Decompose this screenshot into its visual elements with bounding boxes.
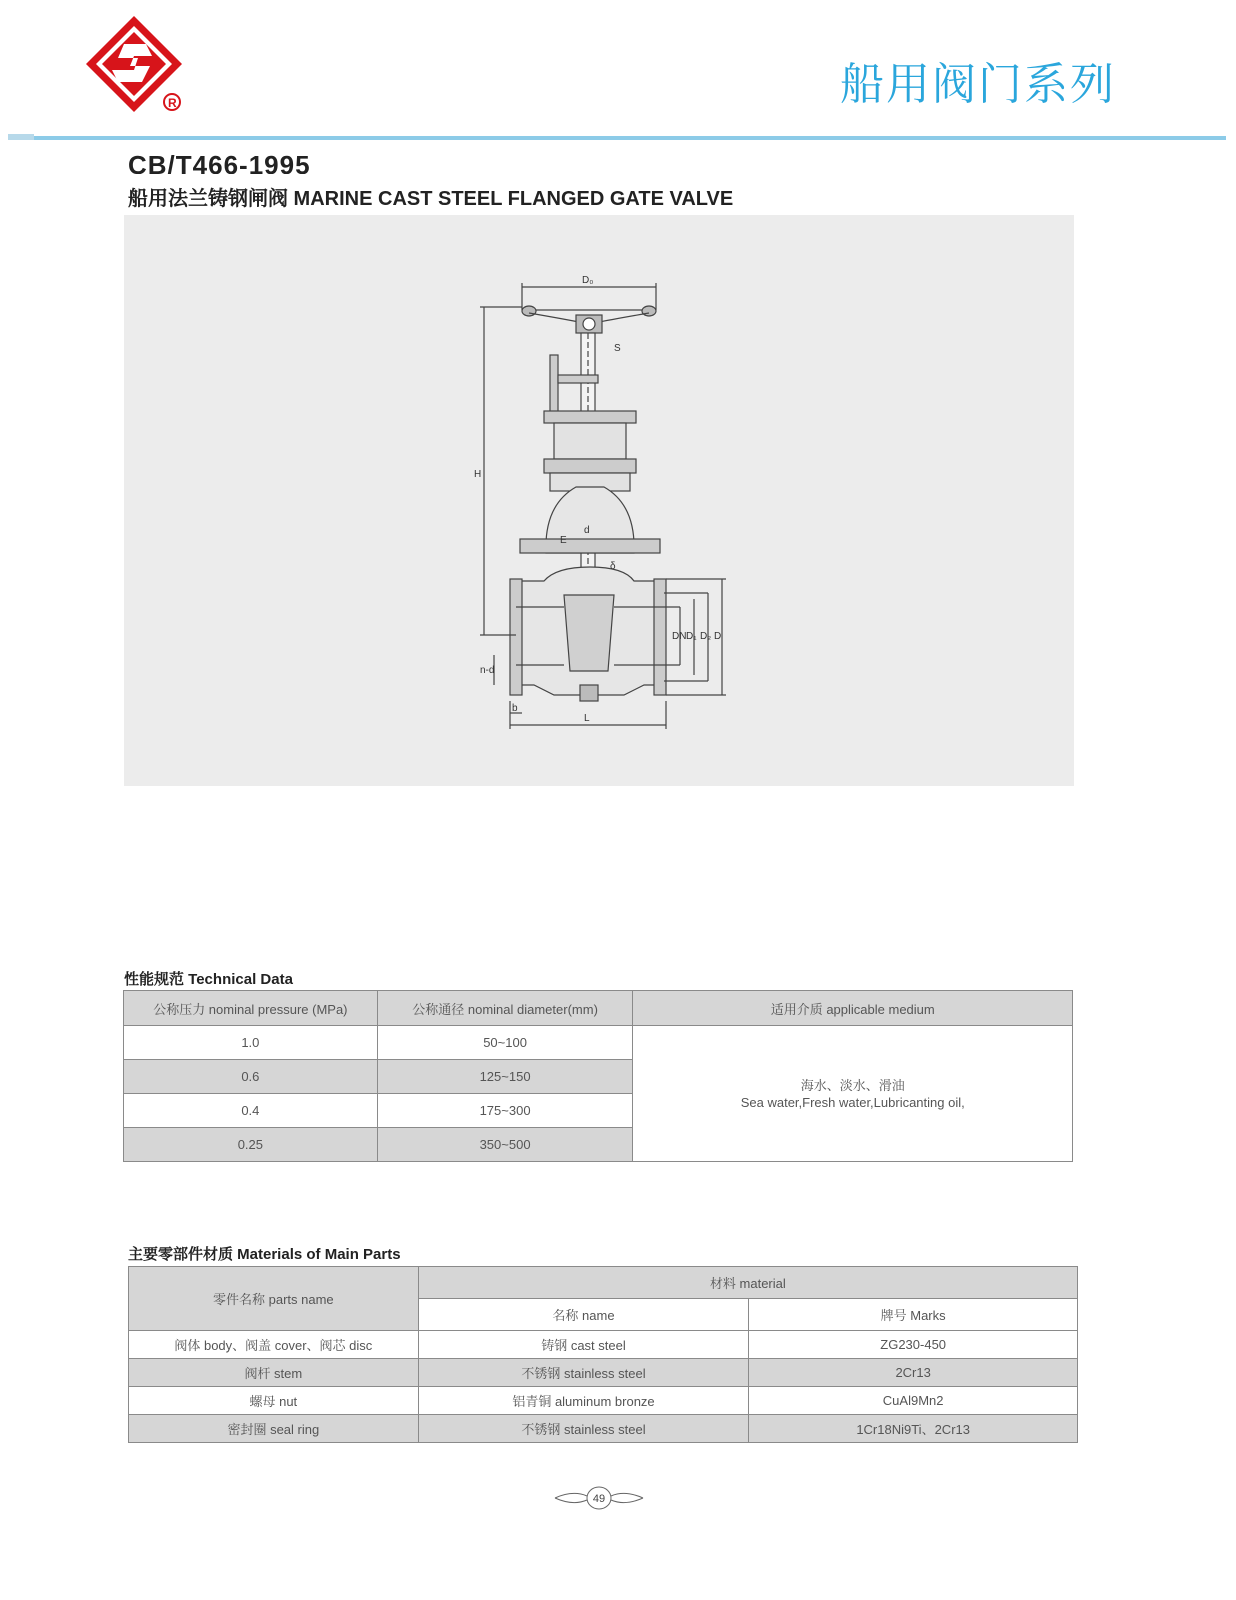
marks-cell: 1Cr18Ni9Ti、2Cr13 [749,1415,1078,1443]
table-row [129,1415,1078,1443]
label-d0: D₀ [582,275,594,286]
medium-cell [633,1026,1073,1162]
table-header-row [124,991,1073,1026]
header-divider [10,136,1226,140]
pressure-cell: 0.25 [124,1128,378,1162]
diameter-cell: 50~100 [377,1026,633,1060]
marks-cell: ZG230-450 [749,1331,1078,1359]
part-cell: 螺母 nut [129,1387,419,1415]
page-number-ornament [553,1484,645,1512]
table-row [129,1359,1078,1387]
pressure-cell: 0.6 [124,1060,378,1094]
header-divider-accent [8,134,34,140]
marks-cell: 2Cr13 [749,1359,1078,1387]
standard-number: CB/T466-1995 [128,150,311,174]
table-row [129,1387,1078,1415]
gate-valve-drawing [124,215,1074,786]
label-nd: n-d [480,665,495,676]
label-dn: DN [672,631,687,642]
table-header-row [129,1267,1078,1299]
header-marks: 牌号 Marks [749,1299,1078,1331]
material-cell: 不锈钢 stainless steel [418,1415,749,1443]
marks-cell: CuAl9Mn2 [749,1387,1078,1415]
material-cell: 不锈钢 stainless steel [418,1359,749,1387]
table-row [129,1331,1078,1359]
svg-text:R: R [168,96,177,110]
part-cell: 阀杆 stem [129,1359,419,1387]
medium-en: Sea water,Fresh water,Lubricanting oil, [740,1094,965,1110]
series-title: 船用阀门系列 [840,59,1116,110]
label-d1: D₁ [686,631,697,642]
header-applicable-medium: 适用介质 applicable medium [633,991,1073,1026]
label-l: L [584,713,590,724]
part-cell: 密封圈 seal ring [129,1415,419,1443]
materials-table [128,1266,1078,1443]
label-h: H [474,469,482,480]
material-cell: 铝青铜 aluminum bronze [418,1387,749,1415]
header-nominal-pressure: 公称压力 nominal pressure (MPa) [124,991,378,1026]
medium-cn: 海水、淡水、滑油 [800,1077,905,1093]
diameter-cell: 175~300 [377,1094,633,1128]
page-number: 49 [592,1493,606,1505]
part-cell: 阀体 body、阀盖 cover、阀芯 disc [129,1331,419,1359]
diamond-s-logo-icon [82,14,192,114]
product-title: 船用法兰铸钢闸阀 MARINE CAST STEEL FLANGED GATE VALVE [128,188,734,210]
pressure-cell: 0.4 [124,1094,378,1128]
label-e: E [560,535,567,546]
label-b: b [512,703,518,714]
material-cell: 铸钢 cast steel [418,1331,749,1359]
valve-drawing-svg [124,215,1074,786]
technical-data-title: 性能规范 Technical Data [124,971,293,988]
header-nominal-diameter: 公称通径 nominal diameter(mm) [377,991,633,1026]
header-parts-name: 零件名称 parts name [129,1267,419,1331]
label-s: S [614,343,621,354]
pressure-cell: 1.0 [124,1026,378,1060]
diameter-cell: 125~150 [377,1060,633,1094]
label-d2: D₂ [700,631,712,642]
materials-title: 主要零部件材质 Materials of Main Parts [128,1246,401,1263]
header-material: 材料 material [418,1267,1077,1299]
technical-data-table [123,990,1073,1162]
header-material-name: 名称 name [418,1299,749,1331]
table-row [124,1026,1073,1060]
label-stem-d: d [584,525,590,536]
label-d: D [714,631,722,642]
label-delta: δ [610,561,616,572]
diameter-cell: 350~500 [377,1128,633,1162]
